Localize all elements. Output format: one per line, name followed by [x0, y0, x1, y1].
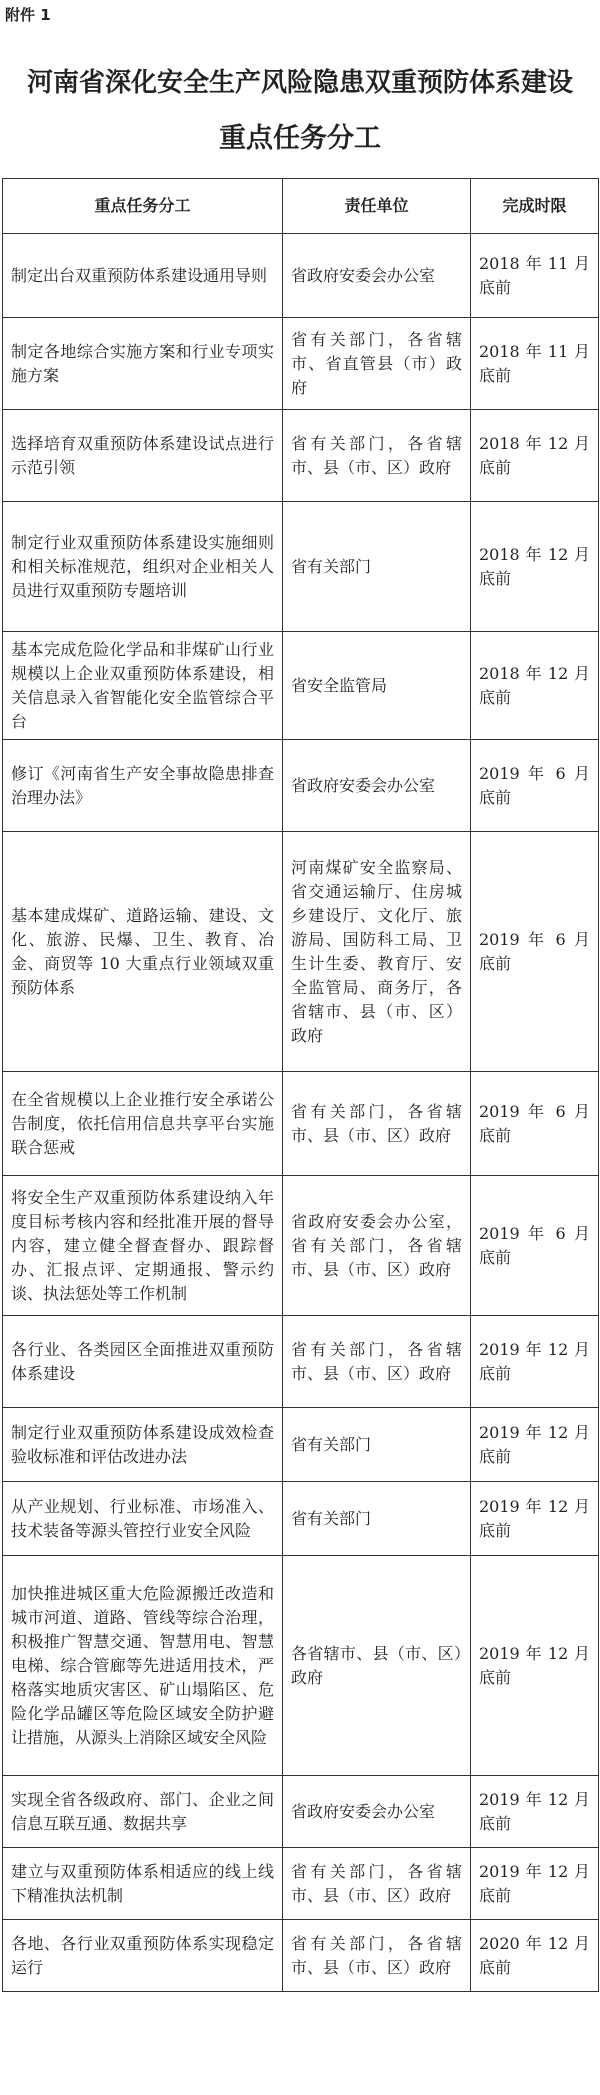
- cell-deadline: 2018 年 12 月底前: [471, 410, 599, 502]
- cell-unit: 省政府安委会办公室: [283, 234, 471, 318]
- cell-deadline: 2018 年 11 月底前: [471, 318, 599, 410]
- cell-deadline: 2019 年 12 月底前: [471, 1482, 599, 1556]
- header-task: 重点任务分工: [3, 179, 283, 234]
- document-title-line2: 重点任务分工: [219, 123, 381, 154]
- cell-deadline: 2019 年 12 月底前: [471, 1776, 599, 1848]
- cell-task: 实现全省各级政府、部门、企业之间信息互联互通、数据共享: [3, 1776, 283, 1848]
- cell-task: 修订《河南省生产安全事故隐患排查治理办法》: [3, 740, 283, 832]
- cell-task: 制定行业双重预防体系建设实施细则和相关标准规范，组织对企业相关人员进行双重预防专题培训: [3, 502, 283, 632]
- table-row: [3, 1408, 599, 1482]
- cell-unit: 省安全监管局: [283, 632, 471, 740]
- cell-task: 制定各地综合实施方案和行业专项实施方案: [3, 318, 283, 410]
- cell-unit: 各省辖市、县（市、区）政府: [283, 1556, 471, 1776]
- table-row: [3, 1072, 599, 1176]
- cell-task: 各行业、各类园区全面推进双重预防体系建设: [3, 1316, 283, 1408]
- cell-task: 从产业规划、行业标准、市场准入、技术装备等源头管控行业安全风险: [3, 1482, 283, 1556]
- table-row: [3, 1316, 599, 1408]
- document-title-line1: 河南省深化安全生产风险隐患双重预防体系建设: [26, 68, 573, 98]
- cell-unit: 省有关部门，各省辖市、县（市、区）政府: [283, 1072, 471, 1176]
- cell-task: 选择培育双重预防体系建设试点进行示范引领: [3, 410, 283, 502]
- cell-deadline: 2019 年 6 月底前: [471, 1176, 599, 1316]
- cell-unit: 省有关部门: [283, 1482, 471, 1556]
- table-row: [3, 318, 599, 410]
- cell-task: 基本建成煤矿、道路运输、建设、文化、旅游、民爆、卫生、教育、冶金、商贸等 10 大重点行业领域双重预防体系: [3, 832, 283, 1072]
- cell-task: 加快推进城区重大危险源搬迁改造和城市河道、道路、管线等综合治理，积极推广智慧交通、智慧用电、智慧电梯、综合管廊等先进适用技术，严格落实地质灾害区、矿山塌陷区、危险化学品罐区等危险区域安全防护避让措施，从源头上消除区域安全风险: [3, 1556, 283, 1776]
- cell-deadline: 2019 年 12 月底前: [471, 1408, 599, 1482]
- table-row: [3, 1776, 599, 1848]
- cell-deadline: 2019 年 6 月底前: [471, 832, 599, 1072]
- cell-unit: 省政府安委会办公室: [283, 1776, 471, 1848]
- table-row: [3, 1920, 599, 1992]
- table-row: [3, 832, 599, 1072]
- table-header-row: [3, 179, 599, 234]
- cell-unit: 省政府安委会办公室，省有关部门，各省辖市、县（市、区）政府: [283, 1176, 471, 1316]
- table-row: [3, 1556, 599, 1776]
- cell-deadline: 2019 年 12 月底前: [471, 1316, 599, 1408]
- cell-deadline: 2019 年 12 月底前: [471, 1848, 599, 1920]
- cell-task: 各地、各行业双重预防体系实现稳定运行: [3, 1920, 283, 1992]
- cell-task: 制定行业双重预防体系建设成效检查验收标准和评估改进办法: [3, 1408, 283, 1482]
- cell-deadline: 2019 年 6 月底前: [471, 740, 599, 832]
- cell-unit: 省有关部门，各省辖市、县（市、区）政府: [283, 410, 471, 502]
- cell-deadline: 2018 年 11 月底前: [471, 234, 599, 318]
- cell-unit: 省有关部门: [283, 1408, 471, 1482]
- cell-unit: 省有关部门，各省辖市、县（市、区）政府: [283, 1848, 471, 1920]
- header-deadline: 完成时限: [471, 179, 599, 234]
- cell-deadline: 2019 年 6 月底前: [471, 1072, 599, 1176]
- cell-task: 基本完成危险化学品和非煤矿山行业规模以上企业双重预防体系建设，相关信息录入省智能化安全监管综合平台: [3, 632, 283, 740]
- attachment-label: 附件 1: [5, 6, 51, 24]
- task-table: [2, 178, 599, 1992]
- cell-unit: 省有关部门，各省辖市、省直管县（市）政府: [283, 318, 471, 410]
- cell-unit: 省有关部门: [283, 502, 471, 632]
- cell-deadline: 2020 年 12 月底前: [471, 1920, 599, 1992]
- table-row: [3, 234, 599, 318]
- cell-task: 建立与双重预防体系相适应的线上线下精准执法机制: [3, 1848, 283, 1920]
- cell-task: 将安全生产双重预防体系建设纳入年度目标考核内容和经批准开展的督导内容，建立健全督查督办、跟踪督办、汇报点评、定期通报、警示约谈、执法惩处等工作机制: [3, 1176, 283, 1316]
- table-row: [3, 740, 599, 832]
- table-row: [3, 1482, 599, 1556]
- table-row: [3, 410, 599, 502]
- cell-deadline: 2018 年 12 月底前: [471, 632, 599, 740]
- cell-unit: 省有关部门，各省辖市、县（市、区）政府: [283, 1316, 471, 1408]
- cell-deadline: 2019 年 12 月底前: [471, 1556, 599, 1776]
- cell-unit: 省政府安委会办公室: [283, 740, 471, 832]
- cell-deadline: 2018 年 12 月底前: [471, 502, 599, 632]
- cell-unit: 河南煤矿安全监察局、省交通运输厅、住房城乡建设厅、文化厅、旅游局、国防科工局、卫生计生委、教育厅、安全监管局、商务厅，各省辖市、县（市、区）政府: [283, 832, 471, 1072]
- table-row: [3, 1848, 599, 1920]
- table-row: [3, 632, 599, 740]
- cell-task: 制定出台双重预防体系建设通用导则: [3, 234, 283, 318]
- cell-task: 在全省规模以上企业推行安全承诺公告制度，依托信用信息共享平台实施联合惩戒: [3, 1072, 283, 1176]
- header-unit: 责任单位: [283, 179, 471, 234]
- table-row: [3, 502, 599, 632]
- cell-unit: 省有关部门，各省辖市、县（市、区）政府: [283, 1920, 471, 1992]
- table-row: [3, 1176, 599, 1316]
